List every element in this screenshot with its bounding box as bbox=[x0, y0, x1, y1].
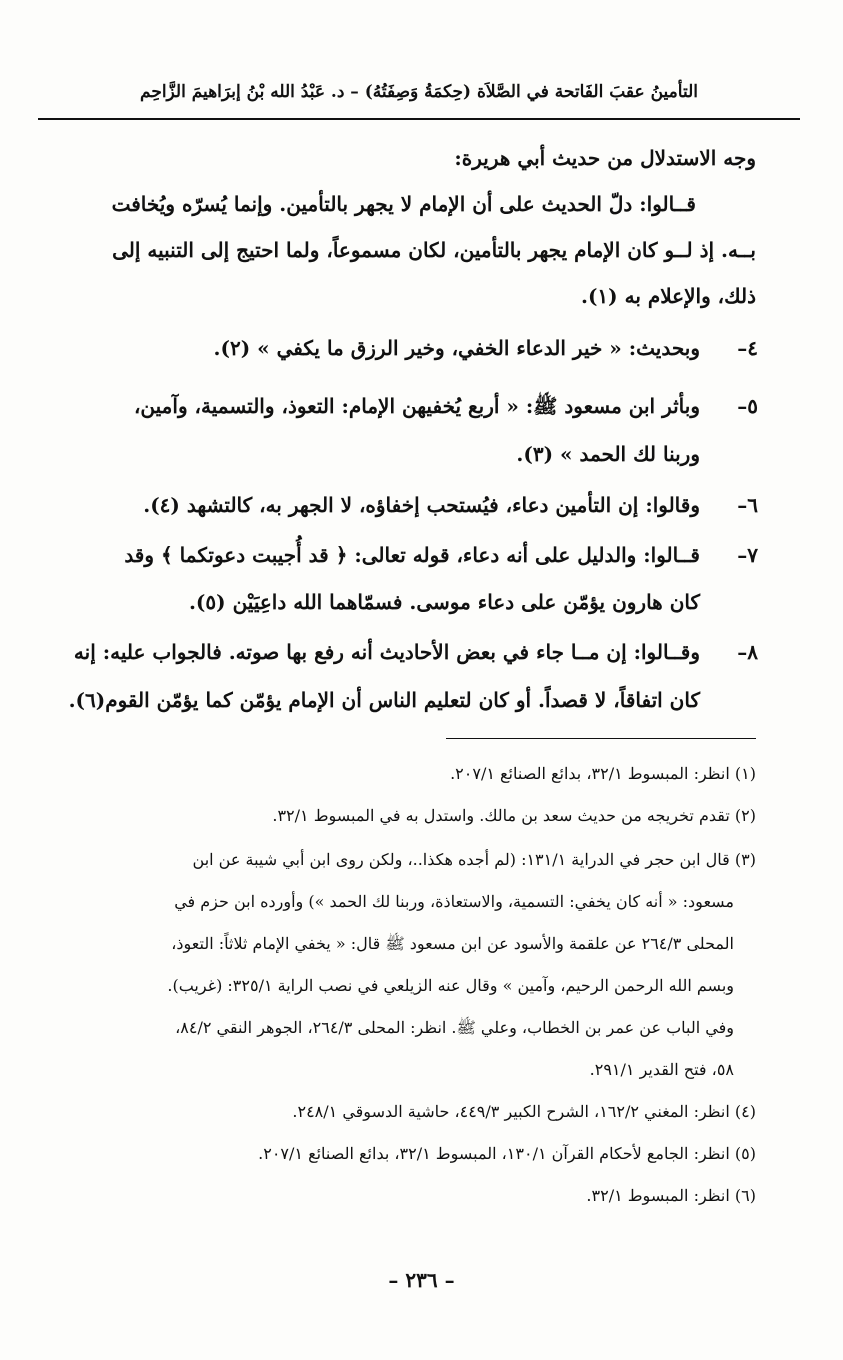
footnote-3: (٣) قال ابن حجر في الدراية ١٣١/١: (لم أجده هكذا..، ولكن روى ابن أبي شيبة عن ابن bbox=[192, 850, 756, 869]
item-text: وقالوا: إن التأمين دعاء، فيُستحب إخفاؤه، لا الجهر به، كالتشهد (٤). bbox=[143, 493, 700, 517]
item-number: ٦– bbox=[737, 493, 758, 517]
running-header: التأمينُ عقبَ الفَاتحة في الصَّلاَة (حِكمَةُ وَصِفَتُهُ) – د. عَبْدُ الله بْنُ إبرَاهيمَ الزَّاحِم bbox=[140, 82, 698, 102]
item-number: ٥– bbox=[737, 394, 758, 418]
item-text: وقــالوا: إن مــا جاء في بعض الأحاديث أنه رفع بها صوته. فالجواب عليه: إنه bbox=[73, 640, 700, 664]
item-number: ٧– bbox=[737, 543, 758, 567]
item-text: وبحديث: « خير الدعاء الخفي، وخير الرزق ما يكفي » (٢). bbox=[213, 336, 700, 360]
footnote-4: (٤) انظر: المغني ١٦٢/٢، الشرح الكبير ٤٤٩/٣، حاشية الدسوقي ٢٤٨/١. bbox=[292, 1102, 756, 1121]
footnote-rule bbox=[446, 738, 756, 739]
item-text: وربنا لك الحمد » (٣). bbox=[516, 442, 700, 466]
list-item-continuation bbox=[40, 680, 756, 720]
paragraph-line: ذلك، والإعلام به (١). bbox=[580, 284, 756, 308]
footnote-5: (٥) انظر: الجامع لأحكام القرآن ١٣٠/١، المبسوط ٣٢/١، بدائع الصنائع ٢٠٧/١. bbox=[258, 1144, 756, 1163]
header-rule bbox=[38, 118, 800, 120]
item-number: ٤– bbox=[737, 336, 758, 360]
section-heading: وجه الاستدلال من حديث أبي هريرة: bbox=[454, 146, 756, 170]
page-number: – ٢٣٦ – bbox=[388, 1268, 455, 1292]
footnote-3-line: وبسم الله الرحمن الرحيم، وآمين » وقال عنه الزيلعي في نصب الراية ٣٢٥/١: (غريب). bbox=[167, 976, 734, 995]
list-item bbox=[40, 632, 756, 672]
footnote-3-line: وفي الباب عن عمر بن الخطاب، وعلي ﷺ. انظر: المحلى ٢٦٤/٣، الجوهر النقي ٨٤/٢، bbox=[175, 1018, 734, 1037]
paragraph-line: بــه. إذ لــو كان الإمام يجهر بالتأمين، لكان مسموعاً، ولما احتيج إلى التنبيه إلى bbox=[112, 238, 756, 262]
paragraph-line: قــالوا: دلّ الحديث على أن الإمام لا يجهر بالتأمين. وإنما يُسرّه ويُخافت bbox=[111, 192, 696, 216]
list-item bbox=[40, 386, 756, 426]
footnote-6: (٦) انظر: المبسوط ٣٢/١. bbox=[586, 1186, 756, 1205]
list-item bbox=[40, 328, 756, 368]
footnote-1: (١) انظر: المبسوط ٣٢/١، بدائع الصنائع ٢٠٧/١. bbox=[450, 764, 756, 783]
footnote-3-line: المحلى ٢٦٤/٣ عن علقمة والأسود عن ابن مسعود ﷺ قال: « يخفي الإمام ثلاثاً: التعوذ، bbox=[171, 934, 734, 953]
list-item-continuation bbox=[40, 434, 756, 474]
list-item-continuation bbox=[40, 582, 756, 622]
footnote-2: (٢) تقدم تخريجه من حديث سعد بن مالك. واستدل به في المبسوط ٣٢/١. bbox=[272, 806, 756, 825]
item-text: كان هارون يؤمّن على دعاء موسى. فسمّاهما الله داعِيَيْن (٥). bbox=[188, 590, 700, 614]
list-item bbox=[40, 535, 756, 575]
item-text: كان اتفاقاً، لا قصداً. أو كان لتعليم الناس أن الإمام يؤمّن كما يؤمّن القوم(٦). bbox=[68, 688, 700, 712]
list-item bbox=[40, 485, 756, 525]
footnote-3-line: مسعود: « أنه كان يخفي: التسمية، والاستعاذة، وربنا لك الحمد ») وأورده ابن حزم في bbox=[174, 892, 734, 911]
footnote-3-line: ٥٨، فتح القدير ٢٩١/١. bbox=[589, 1060, 734, 1079]
item-text: وبأثر ابن مسعود ﷺ: « أربع يُخفيهن الإمام: التعوذ، والتسمية، وآمين، bbox=[133, 394, 700, 418]
item-number: ٨– bbox=[737, 640, 758, 664]
item-text: قــالوا: والدليل على أنه دعاء، قوله تعالى: ﴿ قد أُجيبت دعوتكما ﴾ وقد bbox=[124, 543, 700, 567]
